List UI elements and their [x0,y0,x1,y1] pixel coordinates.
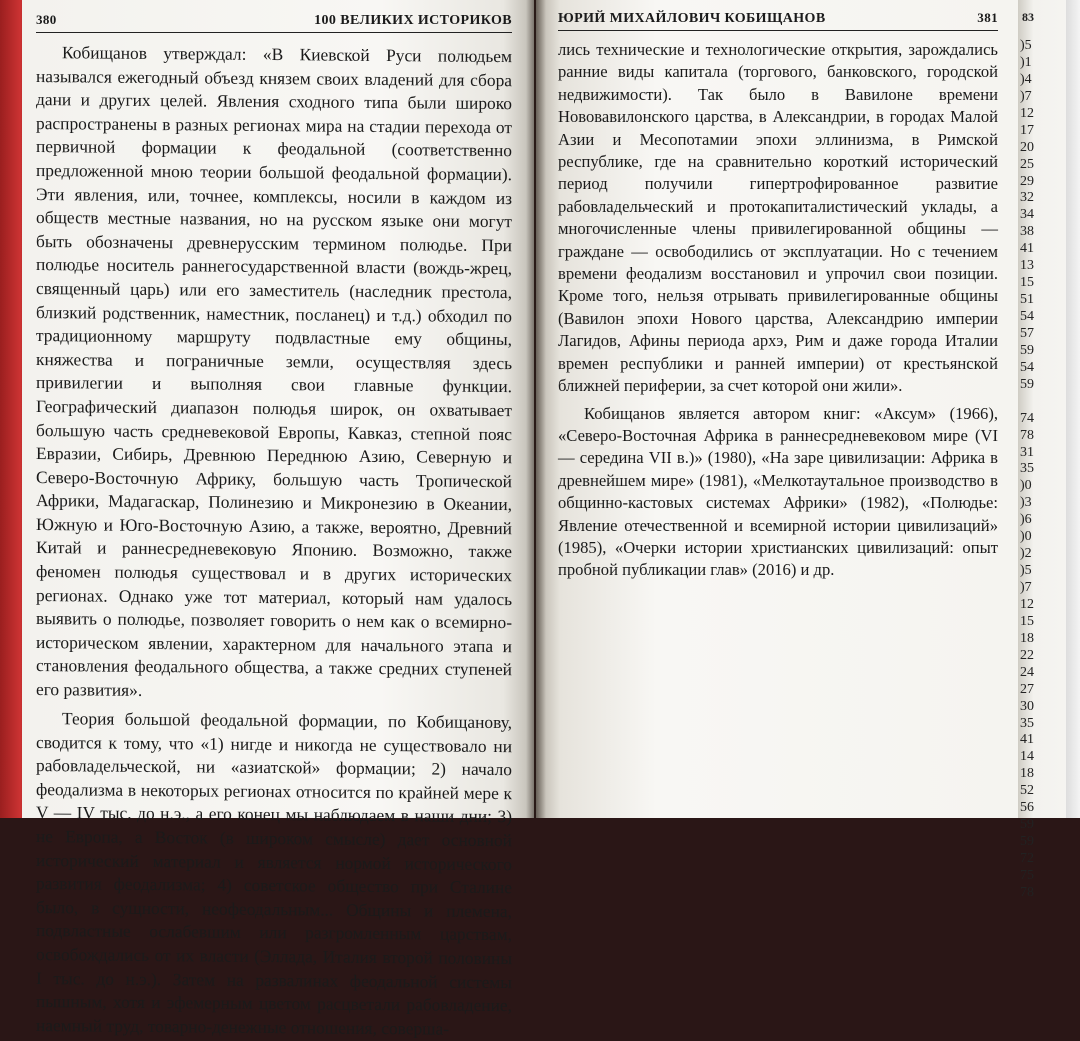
right-page-text [558,39,998,582]
next-page-edge-number: 35 [1020,715,1034,731]
next-page-edge-number: )5 [1020,38,1032,53]
next-page-number-column [1020,38,1034,902]
next-page-edge-number: 15 [1020,275,1034,291]
next-page-edge-number: 59 [1020,834,1034,850]
right-paragraph-2: Кобищанов является автором книг: «Аксум» (1966), «Северо-Восточная Африка в раннесредневековом мире (VI — середина VII в.)» (1980), «На заре цивилизации: Африка в древнейшем мире» (1981), «Мелкотаутальное производство в общинно-кастовых системах Африки» (1982), «Полюдье: Явление отечественной и всемирной истории цивилизаций» (1985), «Очерки истории христианских цивилизаций: опыт пробной публикации глав» (2016) и др. [558,403,998,580]
next-page-edge-number: 54 [1020,359,1034,375]
next-page-edge-number: 12 [1020,596,1034,612]
next-page-edge-number: 12 [1020,105,1034,121]
next-page-edge-number: 25 [1020,156,1034,172]
next-page-edge-number: 18 [1020,766,1034,782]
next-page-edge-number: 29 [1020,173,1034,189]
next-page-edge-number: 20 [1020,139,1034,155]
next-page-edge-number: )3 [1020,495,1032,511]
next-page-edge-number: 57 [1020,325,1034,341]
right-page-number: 381 [977,10,998,25]
next-page-edge-number: 30 [1020,698,1034,714]
next-page-edge-number: 27 [1020,681,1034,697]
next-page-edge-number: 59 [1020,342,1034,358]
next-page-edge-number: 74 [1020,410,1034,426]
next-page-edge-number: 75 [1020,867,1034,883]
next-page-edge-number: 24 [1020,664,1034,680]
next-page-edge-number [1020,394,1034,411]
next-page-edge-number: 41 [1020,732,1034,748]
book-gutter-shadow [526,0,546,818]
next-page-edge-number: 32 [1020,190,1034,206]
next-page-top-number: 83 [1022,10,1034,24]
right-paragraph-1: лись технические и технологические открытия, зарождались ранние виды капитала (торгового, банковского, городской недвижимости). Так было в Вавилоне времени Нововавилонского царства, в Александрии, в городах Малой Азии и Месопотамии эпохи эллинизма, в Римской республике, где на сравнительно короткий исторический период получили гипертрофированное развитие рабовладельческий и протокапиталистический уклады, а многочисленные члены привилегированной общины — граждане — освободились от эксплуатации. Но с течением времени феодализм восстановил и упрочил свои позиции. Кроме того, нельзя отрывать привилегированные общины (Вавилон эпохи Нового царства, Александрию империи Лагидов, Афины периода архэ, Рим и даже города Италии времен республики и ранней империи) от крестьянской ближней периферии, за счет которой они жили». [558,40,998,396]
next-page-edge-number: 38 [1020,224,1034,240]
next-page-edge-number: 72 [1020,851,1034,866]
next-page-edge-number: )6 [1020,512,1032,528]
next-page-edge-number: 56 [1020,800,1034,816]
next-page-edge-number: 52 [1020,783,1034,799]
next-page-edge-number: 17 [1020,122,1034,138]
left-paragraph-2: Теория большой феодальной формации, по Кобищанову, сводится к тому, что «1) нигде и никогда не существовало ни рабовладельческой, ни «азиатской» формации; 2) начало феодализма в некоторых регионах относится по крайней мере к V — IV тыс. до н.э., а его конец мы наблюдаем в наши дни; 3) не Европа, а Восток (в широком смысле) дает основной исторический материал и является нормой исторического развития феодализма; 4) советское общество при Сталине было, в сущности, неофеодальным... Общины и племена, подвластные ослабевшим или разгромленным царствам, освобождались от их власти (Эллада, Италия второй половины I тыс. до н.э.). Затем на развалинах феодальной системы пышным, хотя и эфемерным цветом расцветали рабовладение, наемный труд, товарно-денежные отношения, соверша- [36,707,512,1038]
next-page-edge-number: )2 [1020,546,1032,562]
next-page-edge-number: 59 [1020,817,1034,833]
next-page-edge-number: 35 [1020,461,1034,477]
next-page-edge-number: 13 [1020,258,1034,274]
next-page-edge-number: 78 [1020,427,1034,443]
next-page-edge-number: )0 [1020,529,1032,545]
left-page-header [36,12,512,33]
next-page-edge-number: 51 [1020,292,1034,308]
right-running-head: ЮРИЙ МИХАЙЛОВИЧ КОБИЩАНОВ [558,11,826,26]
page-stack-edge [1066,0,1080,818]
next-page-edge-number: )7 [1020,88,1032,104]
next-page-edge-number: )7 [1020,580,1032,595]
right-page-header [558,10,998,31]
left-page-text [36,41,512,1037]
next-page-edge-number: 54 [1020,309,1034,324]
next-page-edge-number: 78 [1020,884,1034,900]
next-page-edge-number: )0 [1020,478,1032,494]
right-page [536,0,1018,818]
next-page-edge-number: 41 [1020,241,1034,257]
next-page-edge-number: 34 [1020,207,1034,223]
left-paragraph-1: Кобищанов утверждал: «В Киевской Руси полюдьем назывался ежегодный объезд князем своих владений для сбора дани и других целей. Явления сходного типа были широко распространены в разных регионах мира на стадии перехода от первичной формации к феодальной (соответственно предложенной мною теории большой феодальной формации). Эти явления, или, точнее, комплексы, носили в каждом из обществ местные названия, но на русском языке они могут быть обозначены древнерусским термином полюдье. При полюдье носитель раннегосударственной власти (вождь-жрец, священный царь) или его заместитель (наследник престола, близкий родственник, наместник, посланец) и т.д.) обходил по традиционному маршруту подвластные ему общины, княжества и пограничные земли, осуществляя здесь привилегии и выполняя свои главные функции. Географический диапазон полюдья широк, он охватывает большую часть средневековой Европы, Кавказ, степной пояс Евразии, Сибирь, Древнюю Переднюю Азию, Северную и Северо-Восточную Африку, большую часть Тропической Африки, Мадагаскар, Полинезию и Микронезию в Океании, Южную и Юго-Восточную Азию, а также, вероятно, Древний Китай и раннесредневековую Японию. Возможно, также феномен полюдья существовал и в других исторических регионах. Однако уже тот материал, который нам удалось выявить о полюдье, позволяет говорить о нем как о всемирно-историческом явлении, характерном для начального этапа и становления феодального общества, а также средних ступеней его развития». [36,42,512,700]
next-page-edge-number: 31 [1020,444,1034,460]
next-page-edge-number: 18 [1020,630,1034,646]
next-page-edge-number: )1 [1020,54,1032,70]
next-page-edge-number: 14 [1020,749,1034,765]
left-page-number: 380 [36,12,57,27]
next-page-edge-number: 22 [1020,647,1034,663]
left-page [22,0,534,1038]
left-running-head: 100 ВЕЛИКИХ ИСТОРИКОВ [314,13,512,28]
next-page-edge-number: 59 [1020,376,1034,392]
next-page-edge-number: )4 [1020,71,1032,87]
next-page-edge-number: )5 [1020,563,1032,579]
next-page-edge-number: 15 [1020,613,1034,629]
